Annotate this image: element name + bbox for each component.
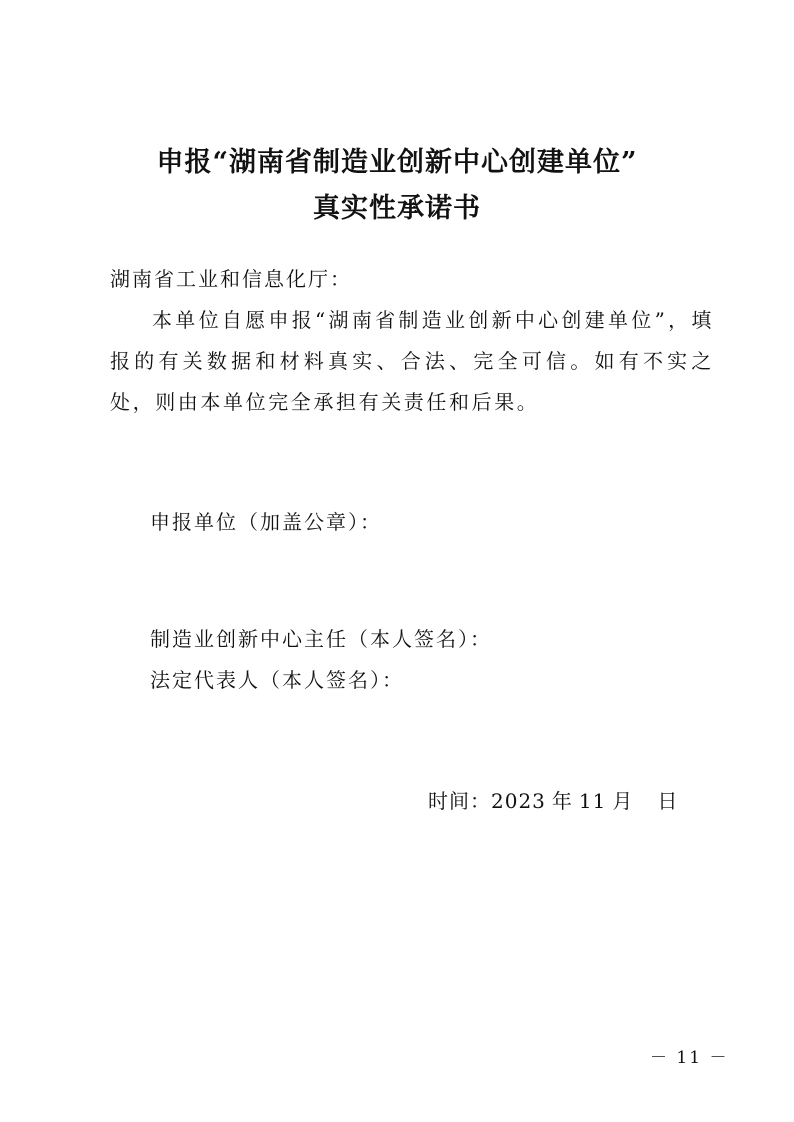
document-title-line-2: 真实性承诺书 [313,193,481,224]
date-year: 2023 [491,789,546,813]
director-signature-field: 制造业创新中心主任（本人签名）： [150,627,492,651]
date-year-unit: 年 [551,789,573,813]
date-day-unit: 日 [657,789,679,813]
date-month: 11 [578,789,607,813]
commitment-body: 本单位自愿申报“湖南省制造业创新中心创建单位”，填报的有关数据和材料真实、合法、完全可信。如有不实之处，则由本单位完全承担有关责任和后果。 [110,308,714,414]
applicant-seal-field: 申报单位（加盖公章）： [150,510,382,534]
date-label: 时间： [428,789,491,813]
page-number: － 11 － [650,1048,729,1068]
date-month-unit: 月 [612,789,634,813]
document-title-line-1: 申报“湖南省制造业创新中心创建单位” [156,147,638,178]
date-line [428,785,678,814]
legal-representative-signature-field: 法定代表人（本人签名）： [150,668,404,692]
salutation: 湖南省工业和信息化厅： [110,267,352,291]
